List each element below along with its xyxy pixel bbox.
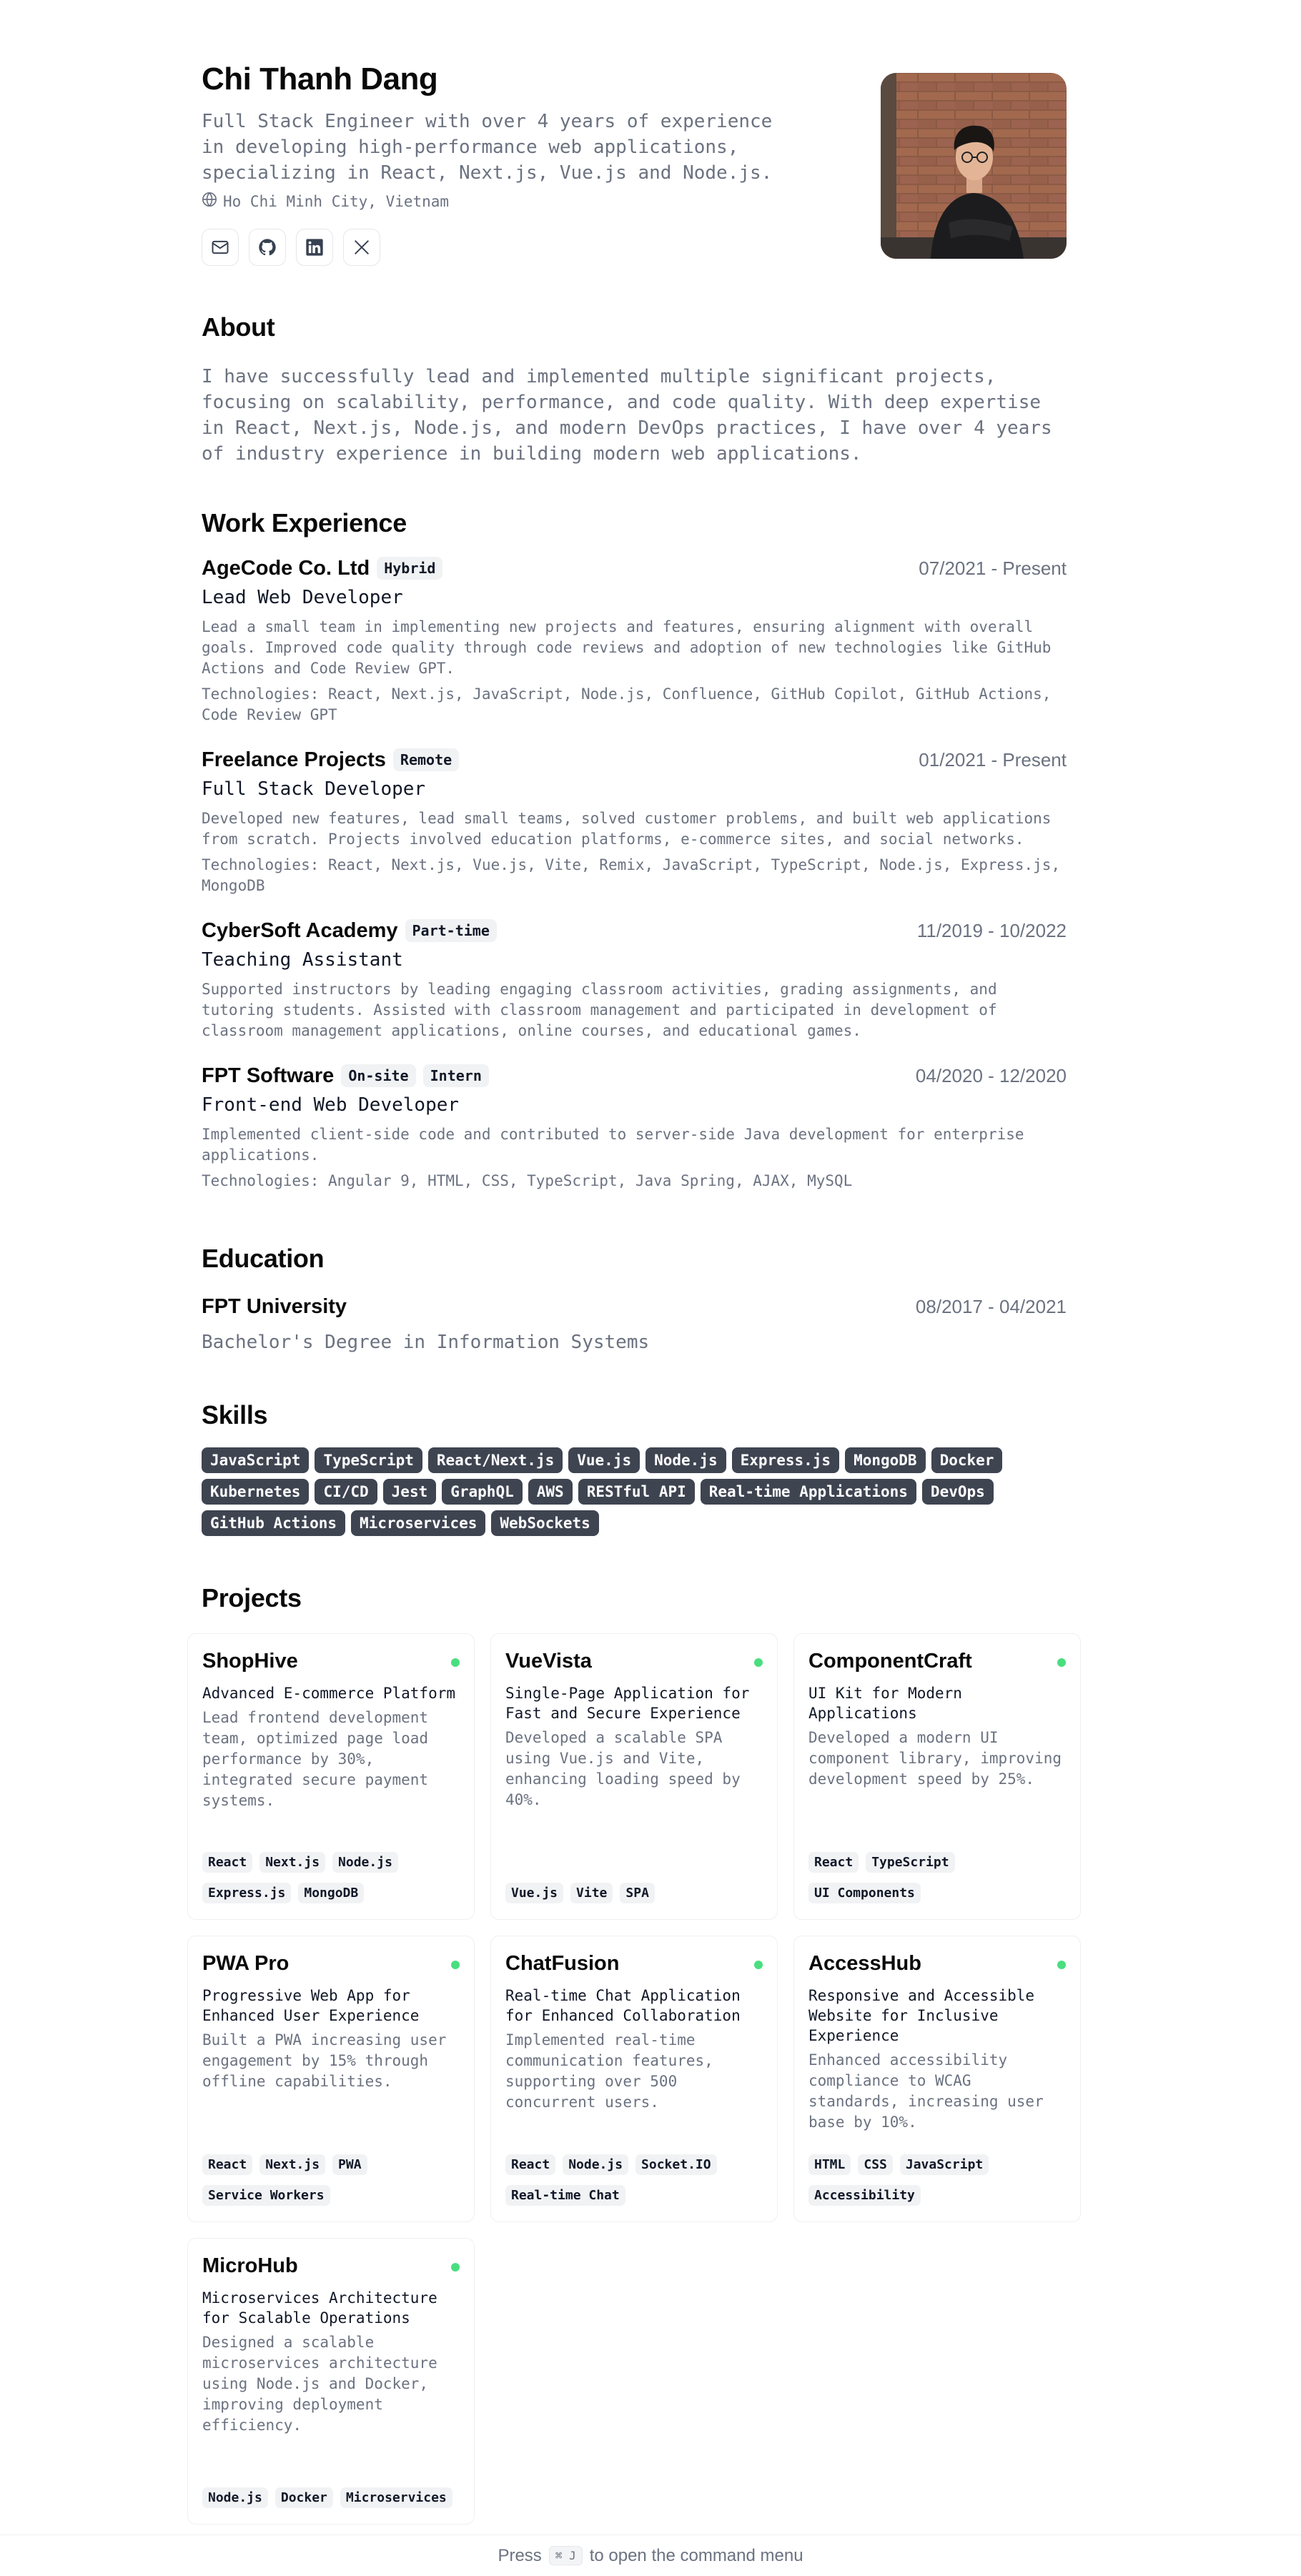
company-name: CyberSoft Academy [202, 918, 398, 942]
avatar [881, 73, 1067, 259]
status-dot [451, 1961, 460, 1969]
project-tag: MongoDB [298, 1883, 364, 1903]
github-button[interactable] [249, 229, 286, 266]
skill-badge: Vue.js [568, 1447, 640, 1473]
job-type-badge: Hybrid [377, 557, 442, 580]
project-description: Designed a scalable microservices architecture using Node.js and Docker, improving deployment efficiency. [202, 2334, 437, 2434]
skill-badge: CI/CD [315, 1479, 377, 1505]
job-header [202, 554, 1067, 583]
skill-badge: TypeScript [315, 1447, 422, 1473]
job-description: Lead a small team in implementing new projects and features, ensuring alignment with overall goals. Improved code quality through code reviews and adoption of new technologies like GitHub Actions and Code Review GPT. [202, 618, 1052, 677]
job-period: 07/2021 - Present [919, 557, 1067, 579]
project-tag: PWA [332, 2154, 367, 2175]
about-title: About [202, 312, 275, 342]
job-list [202, 554, 1067, 1192]
linkedin-icon [305, 237, 325, 257]
status-dot [1057, 1658, 1066, 1667]
project-tag: Microservices [340, 2487, 452, 2508]
project-tags [202, 2154, 460, 2206]
project-tag: Socket.IO [635, 2154, 717, 2175]
project-card[interactable] [490, 1936, 778, 2222]
project-tag: React [202, 2154, 252, 2175]
x-icon [352, 237, 372, 257]
company-name: FPT Software [202, 1064, 335, 1087]
job-entry [202, 745, 1067, 896]
project-tag: UI Components [808, 1883, 921, 1903]
project-tag: Vite [570, 1883, 613, 1903]
project-subtitle: Single-Page Application for Fast and Secure Experience [505, 1685, 750, 1722]
keyboard-shortcut: ⌘ J [549, 2546, 583, 2565]
project-tags [505, 2154, 763, 2206]
profile-location[interactable] [202, 192, 449, 212]
skill-badge: GraphQL [442, 1479, 523, 1505]
projects-section [202, 1583, 1067, 2505]
project-tag: Express.js [202, 1883, 291, 1903]
project-subtitle: UI Kit for Modern Applications [808, 1685, 962, 1722]
job-header [202, 745, 1067, 774]
project-tag: Accessibility [808, 2185, 921, 2206]
education-entry [202, 1295, 1067, 1319]
project-name: VueVista [505, 1650, 592, 1673]
skill-badge: Real-time Applications [701, 1479, 916, 1505]
skill-badge: Express.js [732, 1447, 839, 1473]
project-card[interactable] [793, 1633, 1081, 1920]
project-name: ChatFusion [505, 1952, 620, 1975]
work-title: Work Experience [202, 508, 407, 538]
project-subtitle: Real-time Chat Application for Enhanced Collaboration [505, 1987, 741, 2024]
project-tags [808, 1852, 1066, 1903]
project-tag: HTML [808, 2154, 851, 2175]
skill-list [202, 1447, 1067, 1536]
job-description: Supported instructors by leading engaging classroom activities, grading assignments, and tutoring students. Assisted with classroom management and participated in development of classroom management applications, online courses, and educational games. [202, 981, 997, 1039]
project-card[interactable] [187, 2238, 475, 2525]
social-links [202, 229, 380, 266]
job-technologies: Technologies: React, Next.js, Vue.js, Vite, Remix, JavaScript, TypeScript, Node.js, Express.js, MongoDB [202, 856, 1061, 894]
globe-icon [202, 192, 217, 212]
project-tags [202, 1852, 460, 1903]
project-card[interactable] [187, 1936, 475, 2222]
project-description: Enhanced accessibility compliance to WCAG standards, increasing user base by 10%. [808, 2051, 1044, 2131]
skill-badge: Jest [383, 1479, 437, 1505]
status-dot [1057, 1961, 1066, 1969]
location-text: Ho Chi Minh City, Vietnam [223, 193, 450, 210]
job-company-group [202, 557, 442, 580]
skill-badge: RESTful API [578, 1479, 695, 1505]
project-tag: Next.js [259, 2154, 325, 2175]
project-card[interactable] [490, 1633, 778, 1920]
project-tag: Service Workers [202, 2185, 330, 2206]
skill-badge: WebSockets [491, 1510, 598, 1536]
job-role: Lead Web Developer [202, 587, 403, 608]
job-header [202, 1061, 1067, 1090]
project-tag: TypeScript [866, 1852, 954, 1873]
project-tag: Node.js [563, 2154, 628, 2175]
job-company-group [202, 919, 497, 943]
project-name: MicroHub [202, 2254, 298, 2277]
project-description: Developed a modern UI component library, improving development speed by 25%. [808, 1729, 1062, 1788]
project-tag: JavaScript [900, 2154, 989, 2175]
job-entry [202, 916, 1067, 1041]
project-description: Implemented real-time communication features, supporting over 500 concurrent users. [505, 2031, 713, 2111]
project-tags [202, 2487, 460, 2508]
project-subtitle: Responsive and Accessible Website for Inclusive Experience [808, 1987, 1035, 2044]
project-tag: SPA [620, 1883, 655, 1903]
project-name: ComponentCraft [808, 1650, 972, 1673]
project-tag: Real-time Chat [505, 2185, 625, 2206]
project-tag: React [808, 1852, 859, 1873]
project-grid [187, 1633, 1081, 2525]
project-tag: React [505, 2154, 555, 2175]
project-name: ShopHive [202, 1650, 298, 1673]
job-description: Developed new features, lead small teams, solved customer problems, and built web applications from scratch. Projects involved education platforms, e-commerce sites, and social networks. [202, 810, 1052, 848]
project-tag: React [202, 1852, 252, 1873]
school-name: FPT University [202, 1295, 347, 1318]
job-entry [202, 554, 1067, 725]
resume-page [202, 0, 1067, 2505]
company-name: Freelance Projects [202, 748, 386, 771]
job-type-badge: On-site [341, 1064, 415, 1087]
job-type-badge: Intern [423, 1064, 489, 1087]
job-period: 01/2021 - Present [919, 748, 1067, 771]
job-role: Teaching Assistant [202, 949, 403, 971]
project-tag: CSS [858, 2154, 893, 2175]
job-period: 11/2019 - 10/2022 [916, 919, 1067, 941]
job-period: 04/2020 - 12/2020 [915, 1064, 1067, 1086]
project-tags [505, 1883, 763, 1903]
skill-badge: GitHub Actions [202, 1510, 345, 1536]
project-subtitle: Advanced E-commerce Platform [202, 1685, 456, 1702]
company-name: AgeCode Co. Ltd [202, 556, 370, 580]
about-text: I have successfully lead and implemented multiple significant projects, focusing on scalability, performance, and code quality. With deep expertise in React, Next.js, Node.js, and modern DevOps practices, I have over 4 years of industry experience in building modern web applications. [202, 366, 1052, 465]
skill-badge: JavaScript [202, 1447, 309, 1473]
job-header [202, 916, 1067, 945]
profile-summary: Full Stack Engineer with over 4 years of experience in developing high-performance web applications, specializing in React, Next.js, Vue.js and Node.js. [202, 111, 773, 184]
job-description: Implemented client-side code and contributed to server-side Java development for enterprise applications. [202, 1126, 1024, 1164]
footer-text-before: Press [498, 2545, 542, 2565]
project-tag: Docker [275, 2487, 333, 2508]
project-card[interactable] [793, 1936, 1081, 2222]
project-description: Lead frontend development team, optimized page load performance by 30%, integrated secure payment systems. [202, 1709, 429, 1809]
job-entry [202, 1061, 1067, 1192]
skill-badge: Docker [931, 1447, 1003, 1473]
command-menu-hint [0, 2535, 1301, 2576]
skill-badge: AWS [528, 1479, 573, 1505]
skills-section [202, 1400, 1067, 1536]
skill-badge: Microservices [351, 1510, 485, 1536]
status-dot [451, 1658, 460, 1667]
project-tag: Node.js [332, 1852, 398, 1873]
email-button[interactable] [202, 229, 239, 266]
project-tag: Next.js [259, 1852, 325, 1873]
job-type-badge: Remote [393, 748, 459, 771]
job-technologies: Technologies: React, Next.js, JavaScript, Node.js, Confluence, GitHub Copilot, GitHub Actions, Code Review GPT [202, 685, 1052, 723]
skill-badge: Kubernetes [202, 1479, 309, 1505]
skill-badge: MongoDB [845, 1447, 926, 1473]
profile-header [202, 0, 1067, 272]
status-dot [451, 2263, 460, 2272]
job-role: Full Stack Developer [202, 778, 426, 800]
project-name: PWA Pro [202, 1952, 290, 1975]
x-button[interactable] [343, 229, 380, 266]
job-role: Front-end Web Developer [202, 1094, 460, 1116]
footer-text-after: to open the command menu [589, 2545, 803, 2565]
status-dot [754, 1658, 763, 1667]
job-technologies: Technologies: Angular 9, HTML, CSS, TypeScript, Java Spring, AJAX, MySQL [202, 1172, 853, 1189]
project-description: Built a PWA increasing user engagement by 15% through offline capabilities. [202, 2031, 447, 2090]
skill-badge: React/Next.js [428, 1447, 563, 1473]
skills-title: Skills [202, 1400, 268, 1430]
project-description: Developed a scalable SPA using Vue.js and Vite, enhancing loading speed by 40%. [505, 1729, 741, 1808]
mail-icon [210, 237, 230, 257]
profile-name: Chi Thanh Dang [202, 61, 438, 96]
status-dot [754, 1961, 763, 1969]
project-tags [808, 2154, 1066, 2206]
education-period: 08/2017 - 04/2021 [915, 1296, 1067, 1317]
job-company-group [202, 748, 459, 772]
project-card[interactable] [187, 1633, 475, 1920]
education-title: Education [202, 1244, 325, 1273]
skill-badge: DevOps [922, 1479, 994, 1505]
linkedin-button[interactable] [296, 229, 333, 266]
education-section [202, 1244, 1067, 1353]
degree: Bachelor's Degree in Information Systems [202, 1332, 650, 1353]
job-type-badge: Part-time [405, 919, 497, 942]
job-company-group [202, 1064, 489, 1088]
project-subtitle: Progressive Web App for Enhanced User Experience [202, 1987, 420, 2024]
project-name: AccessHub [808, 1952, 921, 1975]
project-tag: Node.js [202, 2487, 268, 2508]
about-section [202, 312, 1067, 467]
project-tag: Vue.js [505, 1883, 563, 1903]
github-icon [257, 237, 277, 257]
skill-badge: Node.js [645, 1447, 726, 1473]
project-subtitle: Microservices Architecture for Scalable Operations [202, 2289, 437, 2327]
work-section [202, 508, 1067, 1192]
projects-title: Projects [202, 1583, 302, 1613]
